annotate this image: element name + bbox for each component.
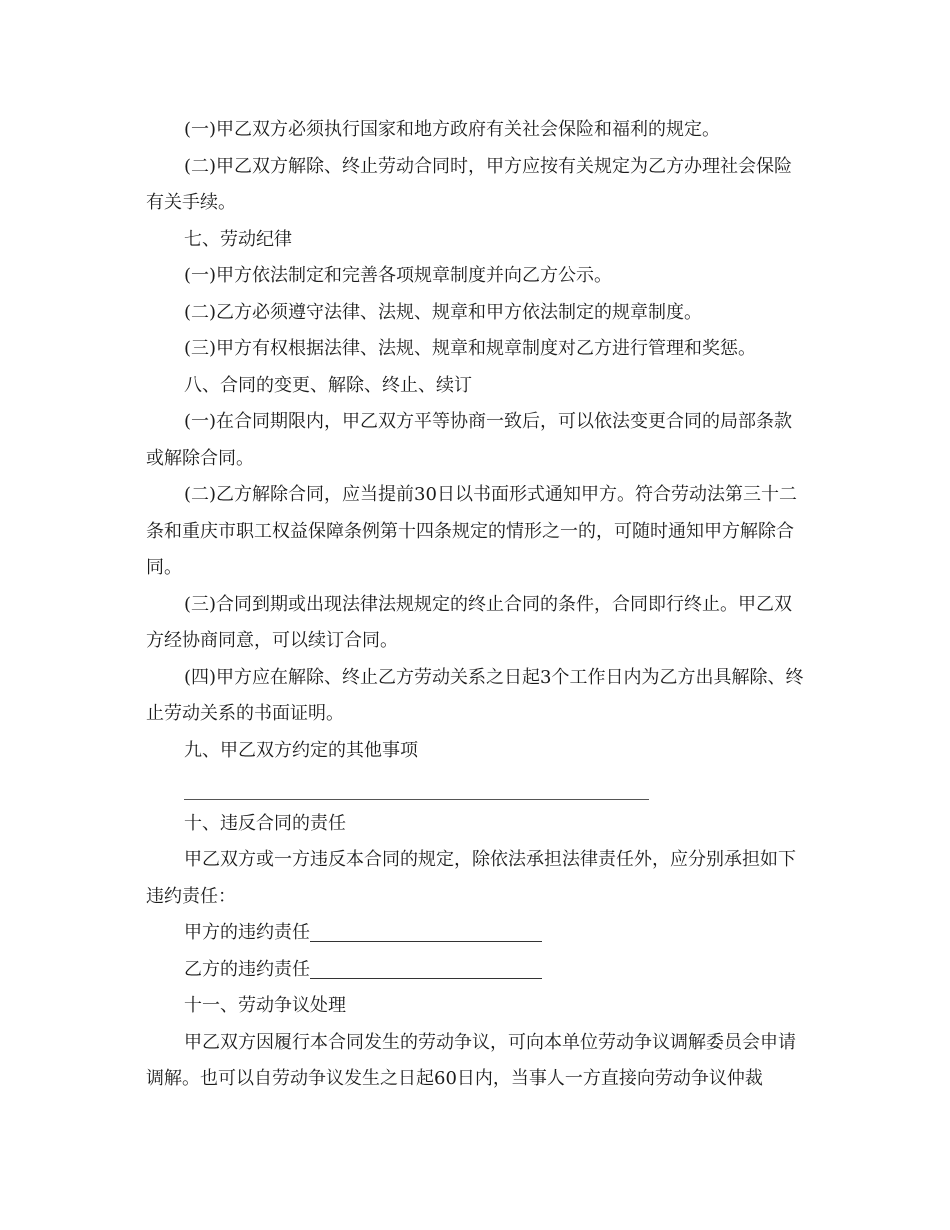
paragraph: (三)合同到期或出现法律法规规定的终止合同的条件，合同即行终止。甲乙双方经协商同意，可以续订合同。: [146, 593, 793, 651]
paragraph: (一)甲乙双方必须执行国家和地方政府有关社会保险和福利的规定。: [184, 119, 721, 140]
paragraph: 甲乙双方因履行本合同发生的劳动争议，可向本单位劳动争议调解委员会申请调解。也可以自劳动争议发生之日起60日内，当事人一方直接向劳动争议仲裁: [146, 1031, 796, 1089]
paragraph: (二)甲乙双方解除、终止劳动合同时，甲方应按有关规定为乙方办理社会保险有关手续。: [146, 155, 793, 213]
party-b-liability-line: [146, 952, 806, 989]
section-heading: 七、劳动纪律: [184, 228, 292, 250]
party-a-liability-label: 甲方的违约责任: [184, 922, 310, 943]
party-b-liability-blank: [310, 958, 542, 979]
paragraph: (二)乙方必须遵守法律、法规、规章和甲方依法制定的规章制度。: [184, 301, 703, 323]
paragraph: 甲乙双方或一方违反本合同的规定，除依法承担法律责任外，应分别承担如下违约责任：: [146, 849, 796, 907]
paragraph: (一)甲方依法制定和完善各项规章制度并向乙方公示。: [184, 265, 613, 286]
paragraph: (一)在合同期限内，甲乙双方平等协商一致后，可以依法变更合同的局部条款或解除合同。: [146, 411, 793, 469]
section-heading: 十一、劳动争议处理: [184, 995, 346, 1016]
section-heading: 十、违反合同的责任: [184, 812, 346, 834]
paragraph: (二)乙方解除合同，应当提前30日以书面形式通知甲方。符合劳动法第三十二条和重庆市职工权益保障条例第十四条规定的情形之一的，可随时通知甲方解除合同。: [146, 484, 797, 578]
section-heading: 九、甲乙双方约定的其他事项: [184, 739, 418, 761]
party-b-liability-label: 乙方的违约责任: [184, 958, 310, 980]
section-heading: 八、合同的变更、解除、终止、续订: [184, 374, 472, 396]
party-a-liability-line: [146, 915, 806, 952]
paragraph: (三)甲方有权根据法律、法规、规章和规章制度对乙方进行管理和奖惩。: [184, 338, 757, 359]
blank-rule: [184, 799, 649, 800]
paragraph: (四)甲方应在解除、终止乙方劳动关系之日起3个工作日内为乙方出具解除、终止劳动关系的书面证明。: [146, 666, 804, 724]
other-matters-blank-line: [146, 769, 806, 806]
document-body: [146, 112, 806, 1098]
party-a-liability-blank: [310, 921, 542, 942]
